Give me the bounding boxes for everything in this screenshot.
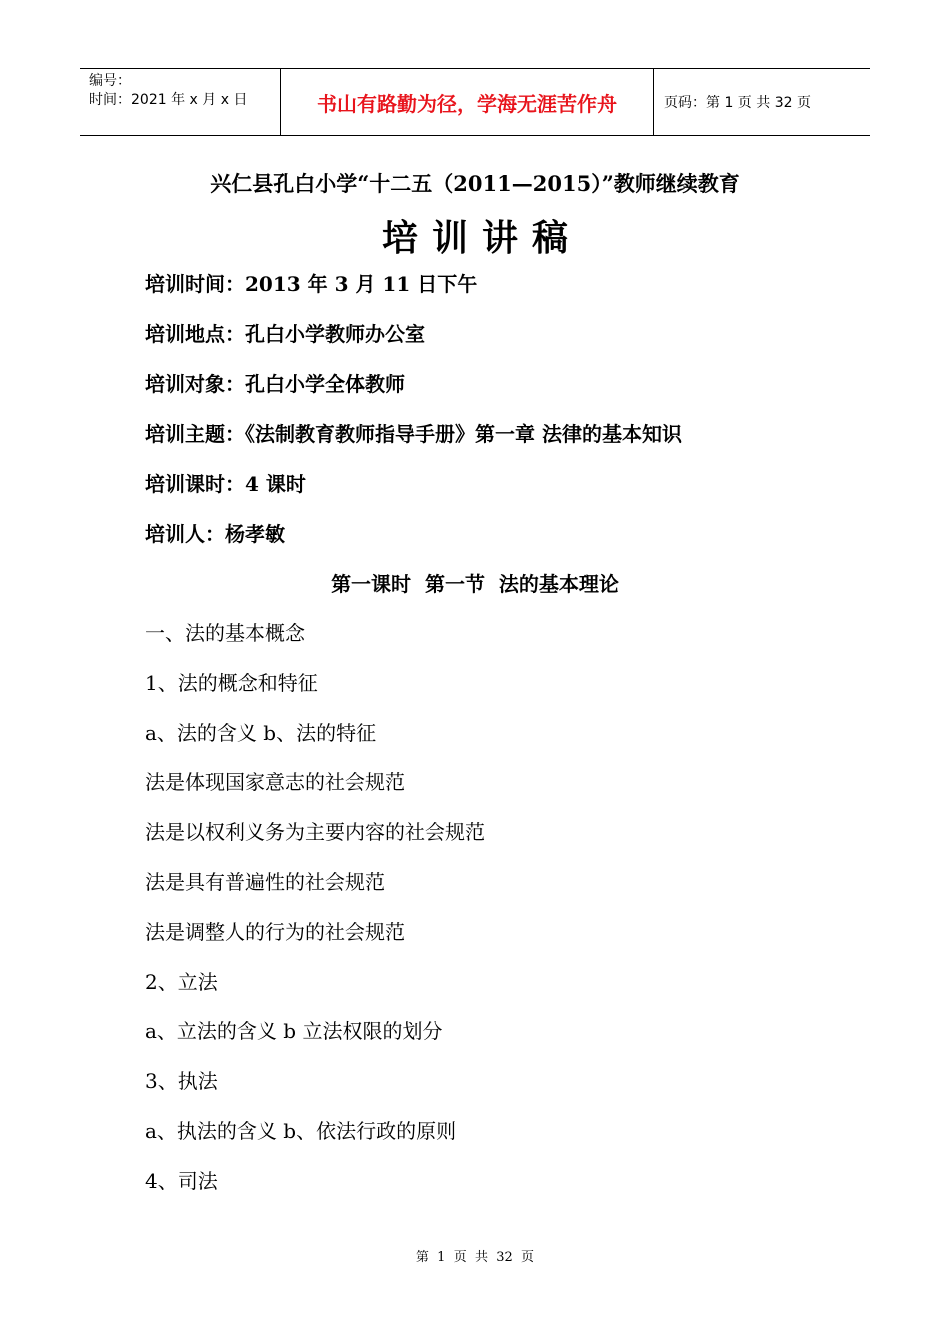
document-subtitle: 培训讲稿 (381, 217, 582, 259)
body-line: 法是调整人的行为的社会规范 (145, 919, 405, 944)
info-time: 培训时间：2013 年 3 月 11 日下午 (145, 272, 478, 296)
body-line: 3、执法 (145, 1069, 218, 1094)
body-line: 1、法的概念和特征 (145, 670, 318, 695)
section-heading: 第一课时 第一节 法的基本理论 (331, 572, 619, 596)
body-line: 法是体现国家意志的社会规范 (145, 770, 405, 795)
document-number-label: 编号： (89, 73, 131, 89)
document-date: 时间：2021 年 x 月 x 日 (89, 92, 248, 108)
info-audience: 培训对象：孔白小学全体教师 (145, 372, 405, 396)
info-trainer: 培训人：杨孝敏 (145, 522, 285, 546)
header-page-info: 页码：第 1 页 共 32 页 (664, 95, 811, 111)
body-content (145, 613, 865, 1211)
header-motto: 书山有路勤为径，学海无涯苦作舟 (281, 69, 654, 135)
header-meta (80, 69, 281, 135)
body-line: 2、立法 (145, 969, 218, 994)
document-title: 兴仁县孔白小学“十二五（2011—2015）”教师继续教育 (210, 171, 740, 196)
body-line: 4、司法 (145, 1168, 218, 1193)
page-footer: 第 1 页 共 32 页 (415, 1250, 535, 1265)
page-header (80, 68, 870, 136)
body-line: 法是以权利义务为主要内容的社会规范 (145, 820, 485, 845)
body-line: a、立法的含义 b 立法权限的划分 (145, 1019, 443, 1044)
info-topic: 培训主题：《法制教育教师指导手册》第一章 法律的基本知识 (145, 422, 682, 446)
info-hours: 培训课时：4 课时 (145, 472, 306, 496)
info-location: 培训地点：孔白小学教师办公室 (145, 322, 425, 346)
training-info (145, 264, 865, 564)
body-line: 法是具有普遍性的社会规范 (145, 869, 385, 894)
body-line: a、法的含义 b、法的特征 (145, 720, 377, 745)
body-line: 一、法的基本概念 (145, 621, 305, 645)
body-line: a、执法的含义 b、依法行政的原则 (145, 1118, 457, 1143)
